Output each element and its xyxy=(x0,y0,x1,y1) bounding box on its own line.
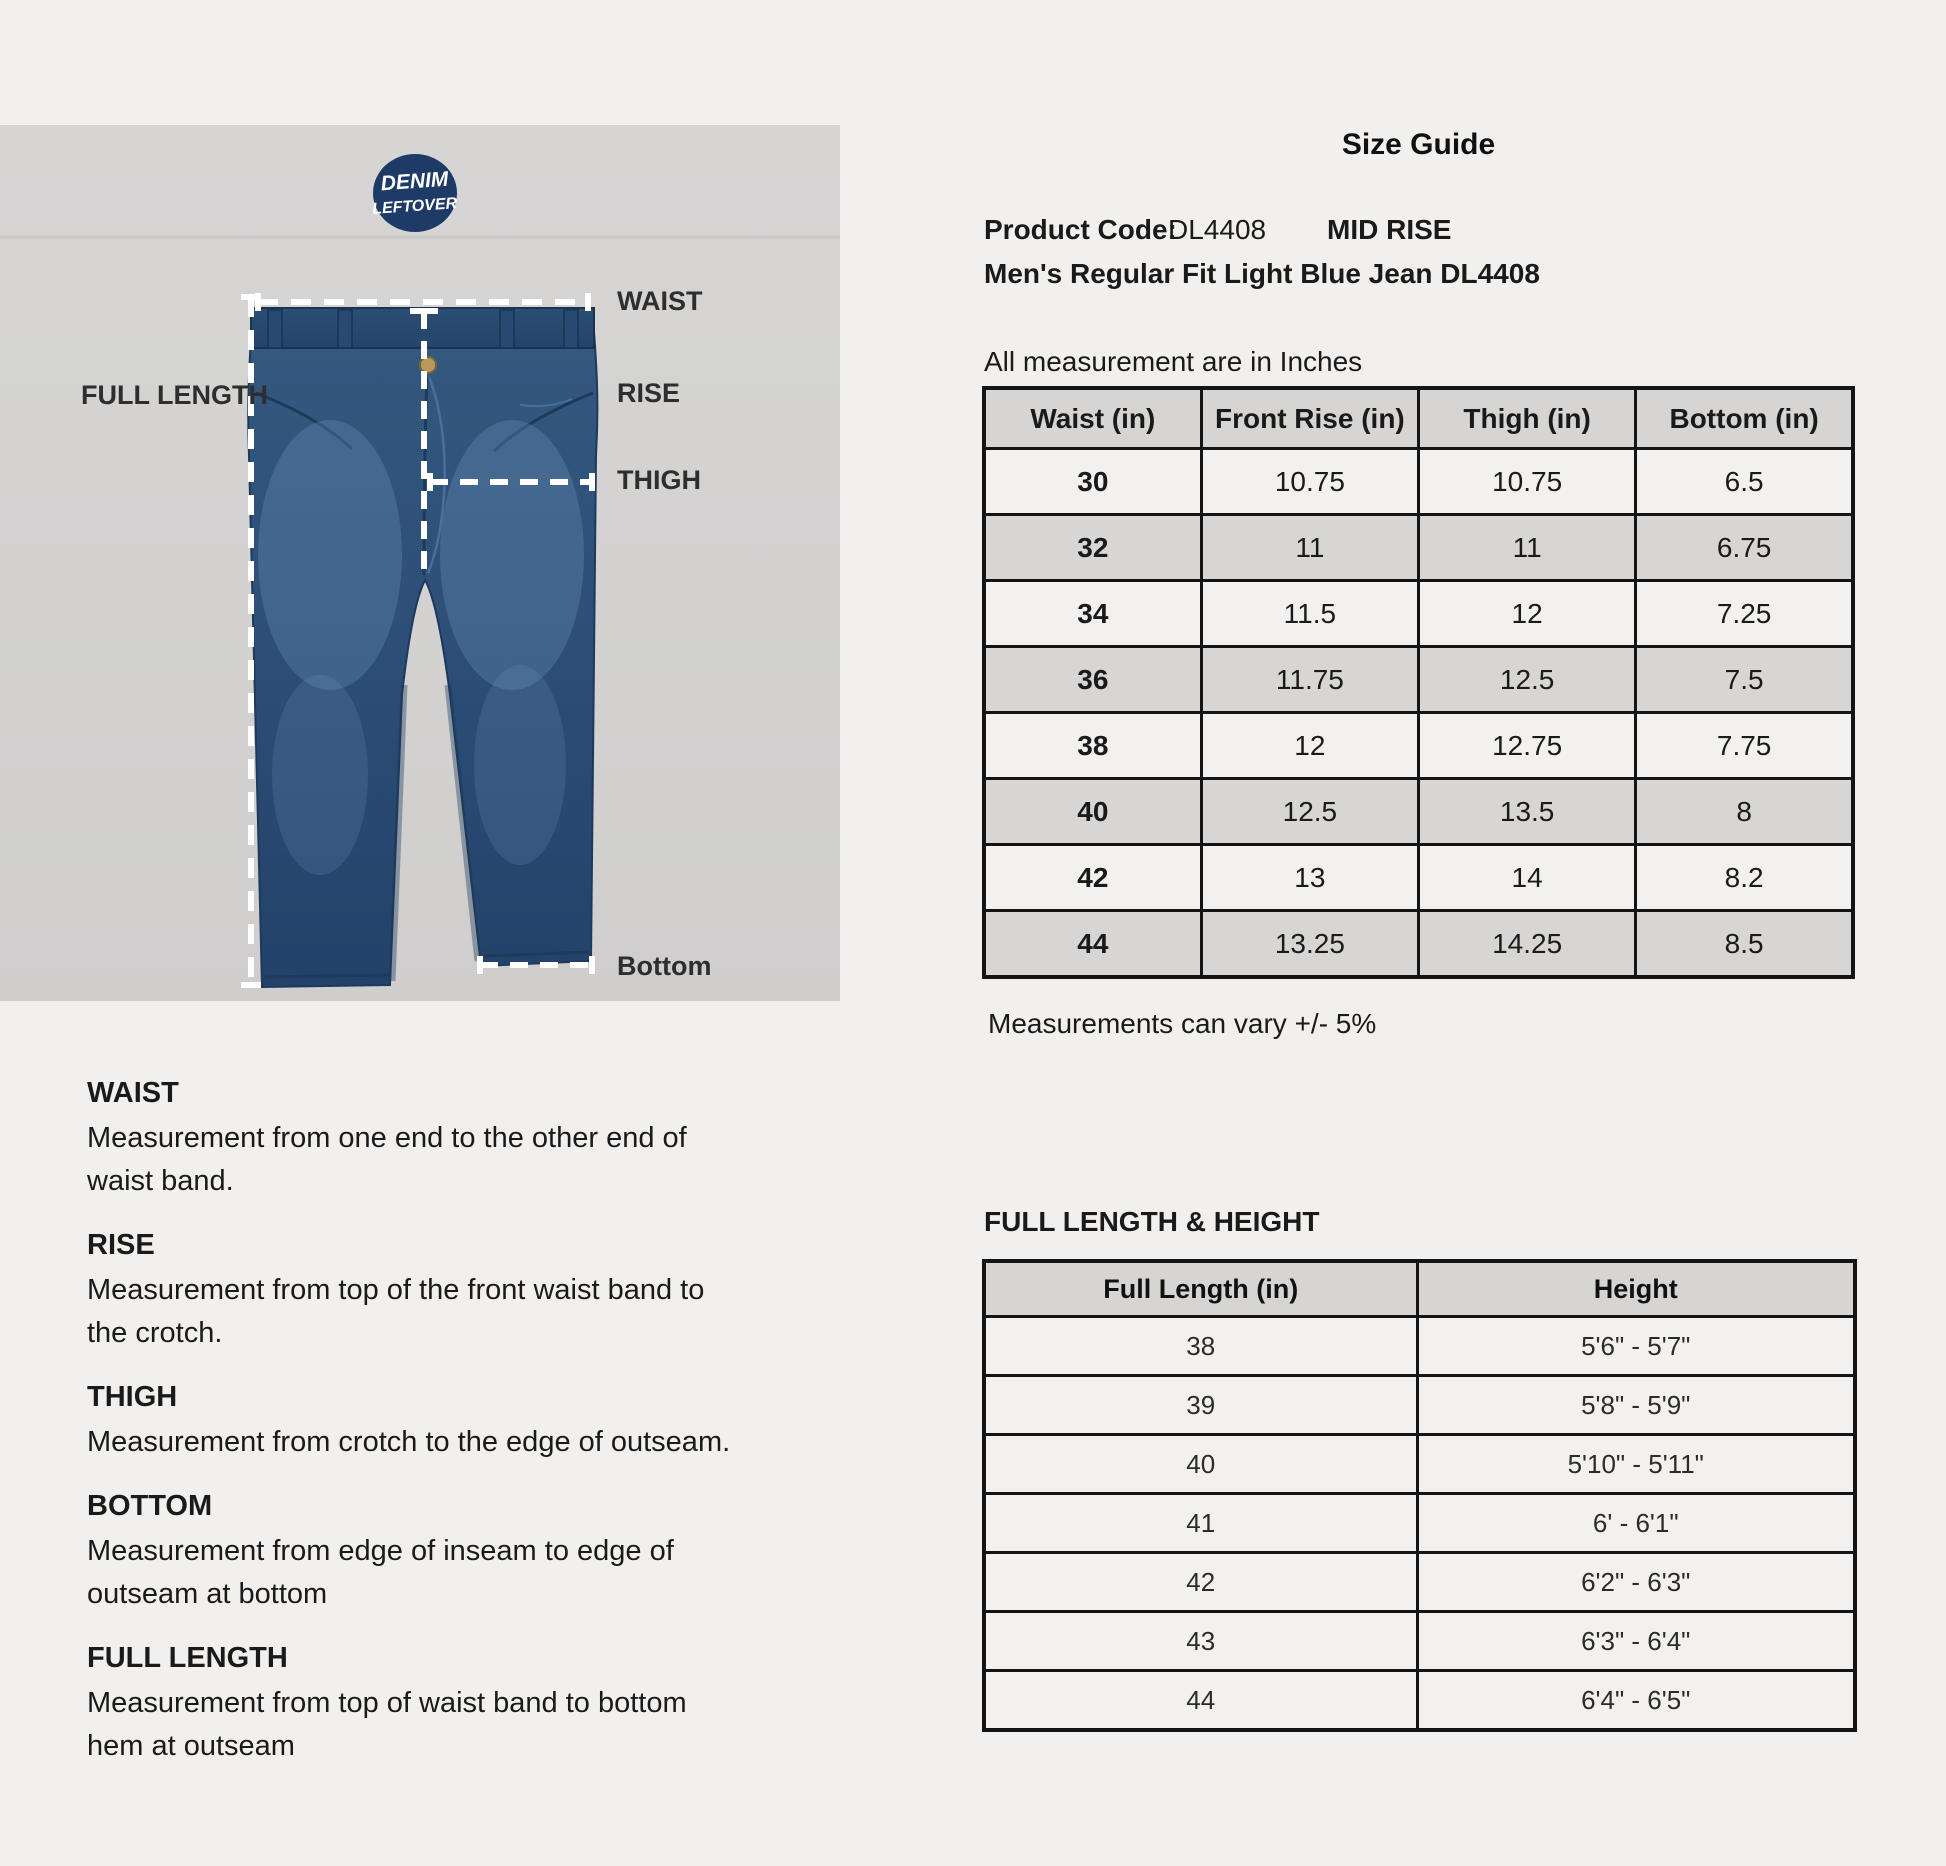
table-cell: 39 xyxy=(984,1376,1417,1435)
length-height-header-row xyxy=(984,1261,1855,1317)
table-row xyxy=(984,911,1853,978)
table-cell: 13 xyxy=(1201,845,1418,911)
size-table-header-row xyxy=(984,388,1853,449)
table-cell: 38 xyxy=(984,1317,1417,1376)
units-note: All measurement are in Inches xyxy=(984,346,1363,377)
table-row xyxy=(984,515,1853,581)
table-cell: 6'3" - 6'4" xyxy=(1417,1612,1855,1671)
definition-description: Measurement from top of waist band to bottom hem at outseam xyxy=(87,1687,687,1762)
table-cell: 7.75 xyxy=(1636,713,1853,779)
column-header: Bottom (in) xyxy=(1636,388,1853,449)
logo-line1: DENIM xyxy=(379,167,450,196)
table-cell: 8 xyxy=(1636,779,1853,845)
column-header: Full Length (in) xyxy=(984,1261,1417,1317)
definition-description: Measurement from edge of inseam to edge of outseam at bottom xyxy=(87,1535,674,1610)
table-cell: 12 xyxy=(1201,713,1418,779)
rise-label: RISE xyxy=(617,378,681,408)
table-row xyxy=(984,581,1853,647)
waist-label: WAIST xyxy=(617,286,703,316)
definition-term: WAIST xyxy=(87,1077,179,1109)
column-header: Height xyxy=(1417,1261,1855,1317)
table-cell: 7.25 xyxy=(1636,581,1853,647)
table-cell: 10.75 xyxy=(1201,449,1418,515)
table-cell: 13.5 xyxy=(1419,779,1636,845)
measurement-definitions xyxy=(87,1072,777,1789)
jeans-illustration xyxy=(0,125,840,1001)
table-row xyxy=(984,1553,1855,1612)
table-cell: 5'10" - 5'11" xyxy=(1417,1435,1855,1494)
length-height-table xyxy=(982,1259,1857,1732)
table-cell: 40 xyxy=(984,779,1201,845)
table-cell: 36 xyxy=(984,647,1201,713)
definition-term: FULL LENGTH xyxy=(87,1642,288,1674)
table-cell: 40 xyxy=(984,1435,1417,1494)
column-header: Front Rise (in) xyxy=(1201,388,1418,449)
table-row xyxy=(984,1671,1855,1731)
length-height-heading: FULL LENGTH & HEIGHT xyxy=(984,1206,1320,1237)
table-cell: 12.75 xyxy=(1419,713,1636,779)
table-cell: 43 xyxy=(984,1612,1417,1671)
table-cell: 6.75 xyxy=(1636,515,1853,581)
table-cell: 11.75 xyxy=(1201,647,1418,713)
product-code-value: DL4408 xyxy=(1168,214,1267,245)
full-length-label: FULL LENGTH xyxy=(81,380,268,410)
table-cell: 42 xyxy=(984,845,1201,911)
page-title: Size Guide xyxy=(1341,128,1496,161)
table-row xyxy=(984,779,1853,845)
table-cell: 34 xyxy=(984,581,1201,647)
table-cell: 11 xyxy=(1201,515,1418,581)
brand-logo xyxy=(372,154,458,232)
product-code-label: Product Code: xyxy=(984,214,1177,245)
table-cell: 12.5 xyxy=(1201,779,1418,845)
table-cell: 42 xyxy=(984,1553,1417,1612)
table-row xyxy=(984,1376,1855,1435)
table-cell: 14 xyxy=(1419,845,1636,911)
definition-term: RISE xyxy=(87,1229,155,1261)
table-cell: 8.5 xyxy=(1636,911,1853,978)
table-row xyxy=(984,1317,1855,1376)
definition-term: BOTTOM xyxy=(87,1490,213,1522)
table-row xyxy=(984,845,1853,911)
table-cell: 30 xyxy=(984,449,1201,515)
table-row xyxy=(984,449,1853,515)
table-cell: 12.5 xyxy=(1419,647,1636,713)
table-cell: 41 xyxy=(984,1494,1417,1553)
bottom-label: Bottom xyxy=(617,951,712,981)
table-cell: 7.5 xyxy=(1636,647,1853,713)
column-header: Thigh (in) xyxy=(1419,388,1636,449)
definition-term: THIGH xyxy=(87,1381,178,1413)
table-cell: 6' - 6'1" xyxy=(1417,1494,1855,1553)
thigh-label: THIGH xyxy=(617,465,701,495)
column-header: Waist (in) xyxy=(984,388,1201,449)
table-cell: 6.5 xyxy=(1636,449,1853,515)
definition-description: Measurement from top of the front waist band to the crotch. xyxy=(87,1274,705,1349)
table-cell: 12 xyxy=(1419,581,1636,647)
table-cell: 14.25 xyxy=(1419,911,1636,978)
table-cell: 32 xyxy=(984,515,1201,581)
table-cell: 11.5 xyxy=(1201,581,1418,647)
variance-note: Measurements can vary +/- 5% xyxy=(988,1008,1377,1039)
table-cell: 5'8" - 5'9" xyxy=(1417,1376,1855,1435)
table-cell: 6'4" - 6'5" xyxy=(1417,1671,1855,1731)
rise-type-badge: MID RISE xyxy=(1327,214,1452,245)
table-row xyxy=(984,647,1853,713)
table-cell: 11 xyxy=(1419,515,1636,581)
definition-description: Measurement from crotch to the edge of outseam. xyxy=(87,1426,731,1458)
logo-line2: LEFTOVER xyxy=(371,195,458,218)
table-cell: 10.75 xyxy=(1419,449,1636,515)
table-row xyxy=(984,1494,1855,1553)
table-cell: 13.25 xyxy=(1201,911,1418,978)
table-cell: 38 xyxy=(984,713,1201,779)
product-name: Men's Regular Fit Light Blue Jean DL4408 xyxy=(984,258,1540,289)
jeans-measurement-diagram xyxy=(0,125,840,1001)
jeans-button xyxy=(420,357,436,373)
table-cell: 44 xyxy=(984,911,1201,978)
definition-description: Measurement from one end to the other end of waist band. xyxy=(87,1122,687,1197)
table-row xyxy=(984,1612,1855,1671)
table-row xyxy=(984,713,1853,779)
table-cell: 5'6" - 5'7" xyxy=(1417,1317,1855,1376)
table-cell: 6'2" - 6'3" xyxy=(1417,1553,1855,1612)
size-table xyxy=(982,386,1855,979)
table-cell: 44 xyxy=(984,1671,1417,1731)
table-row xyxy=(984,1435,1855,1494)
table-cell: 8.2 xyxy=(1636,845,1853,911)
